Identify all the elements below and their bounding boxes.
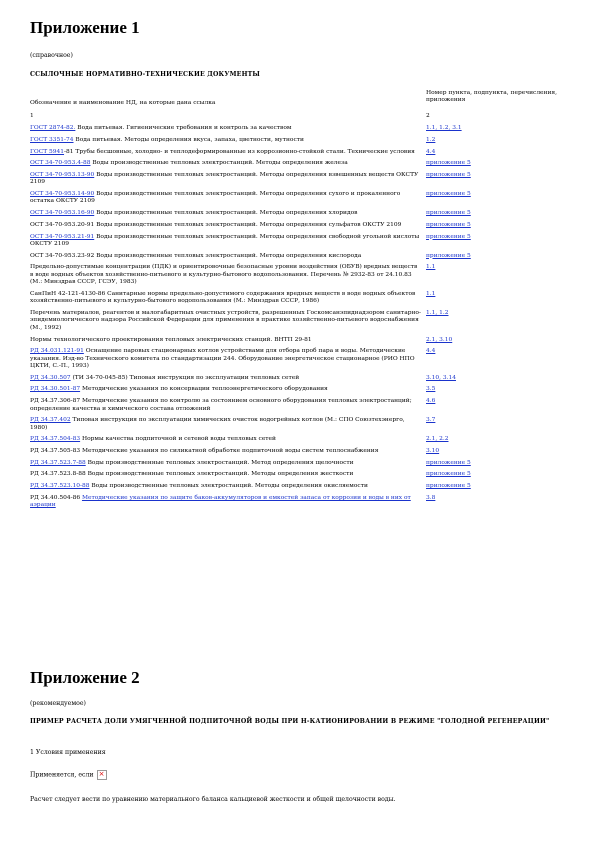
clause-reference-link[interactable]: 3.8 [426,494,436,501]
document-code-link[interactable]: ОСТ 34-70-953.13-90 [30,171,95,178]
table-row [30,436,568,448]
reference-document-cell [30,222,426,234]
table-row [30,137,568,149]
reference-document-cell [30,337,426,349]
document-description: РД 34.40.504-86 [30,494,82,501]
appendix-2-subtitle: (рекомендуемое) [30,700,86,707]
section-heading: 1 Условия применения [30,749,106,756]
table-number-row [30,113,568,125]
clause-reference-cell [426,337,568,349]
table-row [30,448,568,460]
table-row [30,337,568,349]
table-row [30,495,568,514]
reference-document-cell [30,310,426,337]
broken-image-icon [97,770,107,780]
reference-document-cell [30,264,426,291]
clause-reference-link[interactable]: 4.4 [426,348,436,355]
document-description: Воды производственные тепловых электростанций. Методы определения окисляемости [89,483,368,490]
clause-reference-cell [426,234,568,253]
clause-reference-link[interactable]: приложение 5 [426,252,471,259]
applies-line [30,770,107,780]
document-description: СанПиН 42-121-4130-86 Санитарные нормы предельно-допустимого содержания вредных веществ в воде водных объектов хозяйственно-питьевого и культурно-бытового водопользования (М.: Минздрав СССР, 1986) [30,290,416,305]
table-row [30,460,568,472]
clause-reference-cell [426,137,568,149]
document-code-link[interactable]: ОСТ 34-70-953.16-90 [30,210,95,217]
clause-reference-link[interactable]: 3.10 [426,448,440,455]
document-code-link[interactable]: РД 34.37.402 [30,417,71,424]
table-row [30,375,568,387]
reference-document-cell [30,160,426,172]
appendix-1-heading: ССЫЛОЧНЫЕ НОРМАТИВНО-ТЕХНИЧЕСКИЕ ДОКУМЕНТЫ [30,71,261,78]
table-row [30,222,568,234]
clause-reference-cell [426,160,568,172]
clause-reference-cell [426,210,568,222]
document-description: Воды производственные тепловых электростанций. Методы определения хлоридов [94,210,358,217]
clause-reference-cell [426,375,568,387]
reference-document-cell [30,398,426,417]
document-code-link[interactable]: ГОСТ 3351-74 [30,136,74,143]
clause-reference-cell [426,460,568,472]
reference-document-cell [30,210,426,222]
clause-reference-link[interactable]: 3.5 [426,386,436,393]
appendix-2-heading: ПРИМЕР РАСЧЕТА ДОЛИ УМЯГЧЕННОЙ ПОДПИТОЧНОЙ ВОДЫ ПРИ Н-КАТИОНИРОВАНИИ В РЕЖИМЕ "ГОЛОДНОЙ РЕГЕНЕРАЦИИ" [30,718,550,725]
clause-reference-link[interactable]: приложение 5 [426,210,471,217]
clause-reference-link[interactable]: 3.7 [426,417,436,424]
clause-reference-cell [426,172,568,191]
document-title-link[interactable]: Методические указания по защите баков-аккумуляторов и емкостей запаса от коррозии и воды в них от аэрации [30,494,411,509]
table-row [30,160,568,172]
reference-document-cell [30,137,426,149]
clause-reference-link[interactable]: приложение 5 [426,171,471,178]
appendix-2-title: Приложение 2 [30,668,140,687]
reference-document-cell [30,125,426,137]
table-row [30,348,568,375]
document-code-link[interactable]: ОСТ 34-70-953.4-88 [30,160,91,167]
clause-reference-cell [426,253,568,265]
references-table [30,90,568,514]
clause-reference-link[interactable]: 1.1 [426,264,436,271]
clause-reference-link[interactable]: 3.10, 3.14 [426,374,456,381]
table-row [30,253,568,265]
clause-reference-cell [426,222,568,234]
clause-reference-cell [426,448,568,460]
table-row [30,172,568,191]
clause-reference-cell [426,495,568,514]
document-code-link[interactable]: ОСТ 34-70-953.14-90 [30,191,95,198]
reference-document-cell [30,348,426,375]
document-description: -81 Трубы бесшовные, холодно- и теплодеформированные из коррозионно-стойкой стали. Технические условия [64,148,415,155]
clause-reference-link[interactable]: приложение 5 [426,160,471,167]
clause-reference-link[interactable]: приложение 5 [426,233,471,240]
clause-reference-cell [426,483,568,495]
clause-reference-cell [426,125,568,137]
document-description: Нормы качества подпиточной и сетевой воды тепловых сетей [80,436,276,443]
reference-document-cell [30,234,426,253]
document-description: ОСТ 34-70-953.20-91 Воды производственные тепловых электростанций. Методы определения сульфатов ОКСТУ 2109 [30,221,402,228]
col1-number: 1 [30,113,34,120]
clause-reference-link[interactable]: 2.1, 2.2 [426,436,449,443]
document-description: Воды производственные тепловых электростанций. Методы определения железа [90,160,348,167]
clause-reference-link[interactable]: приложение 5 [426,483,471,490]
table-row [30,291,568,310]
clause-reference-link[interactable]: 1.1, 1.2, 3.1 [426,125,462,132]
appendix-1-subtitle: (справочное) [30,52,73,59]
document-code-link[interactable]: РД 34.031.121-91 [30,348,84,355]
document-description: Типовая инструкция по эксплуатации химических очисток водогрейных котлов (М.: СПО Союзтехэнерго, 1980) [30,417,405,431]
clause-reference-link[interactable]: приложение 5 [426,221,471,228]
document-description: РД 34.37.505-83 Методические указания по силикатной обработке подпиточной воды систем теплоснабжения [30,448,379,455]
reference-document-cell [30,448,426,460]
document-description: ОСТ 34-70-953.23-92 Воды производственные тепловых электростанций. Методы определения кислорода [30,252,362,259]
document-code-link[interactable]: РД 34.37.523.10-88 [30,483,90,490]
document-description: Нормы технологического проектирования тепловых электрических станций. ВНТП 29-81 [30,336,312,343]
document-code-link[interactable]: РД 34.37.504-83 [30,436,81,443]
document-description: (ТИ 34-70-045-85) Типовая инструкция по эксплуатации тепловых сетей [70,374,300,381]
document-description: Воды производственные тепловых электростанций. Методы определения свободной угольной кислоты ОКСТУ 2109 [30,233,420,247]
table-row [30,417,568,436]
clause-reference-link[interactable]: приложение 5 [426,471,471,478]
table-header-row [30,90,568,113]
document-description: Вода питьевая. Методы определения вкуса, запаха, цветности, мутности [73,136,304,143]
clause-reference-link[interactable]: приложение 5 [426,459,471,466]
reference-document-cell [30,495,426,514]
table-row [30,471,568,483]
clause-reference-link[interactable]: 4.6 [426,398,436,405]
document-description: Вода питьевая. Гигиенические требования и контроль за качеством [75,125,292,132]
col2-number: 2 [426,113,430,120]
document-code-link[interactable]: ГОСТ 5941 [30,148,65,155]
reference-document-cell [30,436,426,448]
clause-reference-link[interactable]: 1.1 [426,290,436,297]
clause-reference-cell [426,417,568,436]
clause-reference-link[interactable]: приложение 5 [426,191,471,198]
clause-reference-cell [426,264,568,291]
reference-document-cell [30,253,426,265]
document-description: Воды производственные тепловых электростанций. Методы определения взвешенных веществ ОКСТУ 2109 [30,171,419,186]
reference-document-cell [30,417,426,436]
reference-document-cell [30,483,426,495]
reference-document-cell [30,149,426,161]
document-code-link[interactable]: ОСТ 34-70-953.21-91 [30,233,95,240]
document-code-link[interactable]: РД 34.30.507 [30,374,71,381]
document-description: Воды производственные тепловых электростанций. Метод определения щелочности [85,459,354,466]
table-row [30,310,568,337]
reference-document-cell [30,471,426,483]
clause-reference-link[interactable]: 2.1, 3.10 [426,336,453,343]
clause-reference-link[interactable]: 1.2 [426,136,436,143]
col1-header: Обозначение и наименование НД, на которые дана ссылка [30,100,216,106]
clause-reference-cell [426,310,568,337]
document-description: Методические указания по консервации теплоэнергетического оборудования [80,386,328,393]
document-description: РД 34.37.523.8-88 Воды производственные тепловых электростанций. Методы определения жесткости [30,471,354,478]
document-description: Оснащение паровых стационарных котлов устройствами для отбора проб пара и воды. Методические указания. Изд-во Технического комитета по стандартизации 244. Оборудование энергетическое стационарное (РИО НПО ЦКТИ, С.-П., 1993) [30,348,415,370]
table-row [30,398,568,417]
document-description: Предельно-допустимые концентрации (ПДК) и ориентировочные безопасные уровни воздействия (ОБУВ) вредных веществ в воде водных объектов хозяйственно-питьевого и культурно-бытового водопользования. Перечень № 2932-83 от 24.10.83 (М.: Минздрав СССР, ГСЭУ, 1983) [30,264,418,286]
clause-reference-cell [426,191,568,210]
document-description: Воды производственные тепловых электростанций. Методы определения сухого и прокаленного остатка ОКСТУ 2109 [30,191,401,205]
document-description: Перечень материалов, реагентов и малогабаритных очистных устройств, разрешенных Госкомсанэпиднадзором санитарно-эпидемиологического надзора Российской Федерации для применения в практике хозяйственно-питьевого водоснабжения (М., 1992) [30,309,421,331]
clause-reference-link[interactable]: 1.1, 1.2 [426,309,449,316]
reference-document-cell [30,386,426,398]
table-row [30,191,568,210]
clause-reference-cell [426,291,568,310]
table-row [30,210,568,222]
document-code-link[interactable]: ГОСТ 2874-82. [30,125,76,132]
clause-reference-cell [426,149,568,161]
clause-reference-cell [426,471,568,483]
table-row [30,264,568,291]
table-row [30,149,568,161]
appendix-1-title: Приложение 1 [30,18,140,37]
clause-reference-cell [426,398,568,417]
clause-reference-cell [426,386,568,398]
table-row [30,234,568,253]
clause-reference-link[interactable]: 4.4 [426,148,436,155]
clause-reference-cell [426,436,568,448]
table-row [30,386,568,398]
document-code-link[interactable]: РД 34.37.523.7-88 [30,459,86,466]
table-row [30,125,568,137]
reference-document-cell [30,375,426,387]
col2-header: Номер пункта, подпункта, перечисления, приложения [426,90,557,104]
table-row [30,483,568,495]
calc-paragraph: Расчет следует вести по уравнению материального баланса кальциевой жесткости и общей щелочности воды. [30,796,396,803]
document-code-link[interactable]: РД 34.30.501-87 [30,386,81,393]
clause-reference-cell [426,348,568,375]
document-description: РД 34.37.306-87 Методические указания по контролю за состоянием основного оборудования тепловых электростанций; определение качества и химического состава отложений [30,398,412,412]
reference-document-cell [30,172,426,191]
reference-document-cell [30,291,426,310]
reference-document-cell [30,460,426,472]
applies-text: Применяется, если [30,771,94,779]
reference-document-cell [30,191,426,210]
